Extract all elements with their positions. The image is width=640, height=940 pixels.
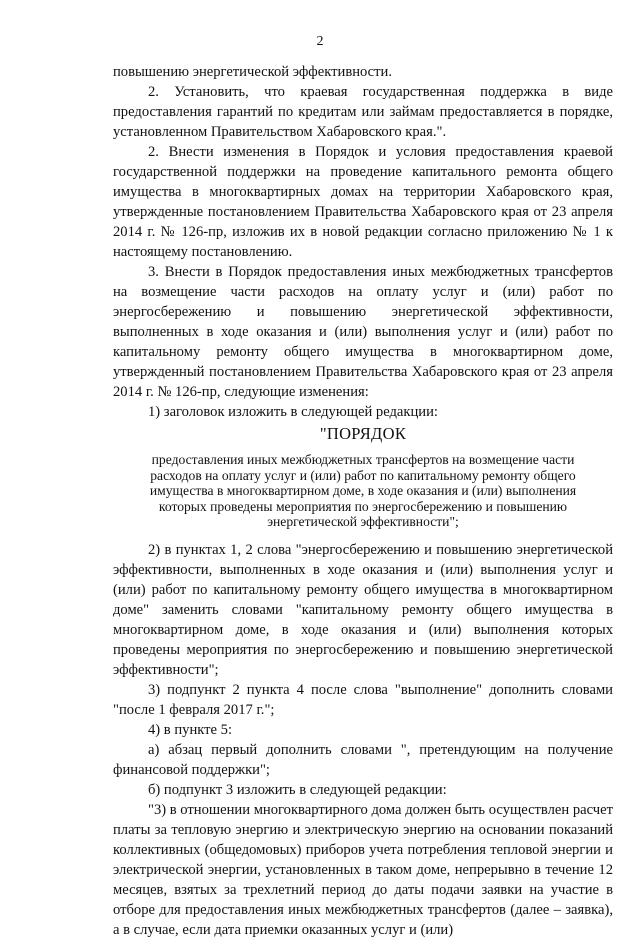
paragraph-continuation: повышению энергетической эффективности. — [113, 64, 392, 80]
page-number: 2 — [316, 34, 324, 49]
paragraph-new-subitem-3: "3) в отношении многоквартирного дома должен быть осуществлен расчет платы за тепловую энергию и электрическую энергию на основании показаний коллективных (общедомовых) приборов учета потребления тепловой энергии и электрической энергии, установленных в таком доме, непрерывно в течение 12 месяцев, взятых за трехлетний период до даты подачи заявки на участие в отборе для предоставления иных межбюджетных трансфертов (далее – заявка), а в случае, если дата приемки оказанных услуг и (или) — [113, 801, 613, 938]
paragraph-guarantees: 2. Установить, что краевая государственная поддержка в виде предоставления гарантий по кредитам или займам предоставляется в порядке, установленном Правительством Хабаровского края.". — [113, 84, 613, 140]
paragraph-subitem-4a: а) абзац первый дополнить словами ", претендующим на получение финансовой поддержки"; — [113, 741, 613, 778]
document-body — [113, 62, 613, 940]
quoted-heading-body: предоставления иных межбюджетных трансфертов на возмещение части расходов на оплату услуг и (или) работ по капитальному ремонту общего имущества в многоквартирном доме, в ходе оказания и (или) выполнения которых проведены мероприятия по энергосбережению и повышению энергетической эффективности"; — [149, 452, 577, 529]
paragraph-subitem-2: 2) в пунктах 1, 2 слова "энергосбережению и повышению энергетической эффективности, выполненных в ходе оказания и (или) выполнения услуг и (или) работ по капитальному ремонту общего имущества в многоквартирном доме" заменить словами "капитальному ремонту общего имущества в многоквартирном доме, в ходе оказания и (или) выполнения которых проведены мероприятия по энергосбережению и повышению энергетической эффективности"; — [113, 541, 613, 678]
paragraph-subitem-1: 1) заголовок изложить в следующей редакции: — [148, 404, 438, 420]
paragraph-item-2: 2. Внести изменения в Порядок и условия предоставления краевой государственной поддержки на проведение капитального ремонта общего имущества в многоквартирных домах на территории Хабаровского края, утвержденные постановлением Правительства Хабаровского края от 23 апреля 2014 г. № 126-пр, изложив их в новой редакции согласно приложению № 1 к настоящему постановлению. — [113, 144, 613, 260]
paragraph-subitem-3: 3) подпункт 2 пункта 4 после слова "выполнение" дополнить словами "после 1 февраля 2017 г."; — [113, 681, 613, 718]
paragraph-item-3: 3. Внести в Порядок предоставления иных межбюджетных трансфертов на возмещение части расходов на оплату услуг и (или) работ по энергосбережению и повышению энергетической эффективности, выполненных в ходе оказания и (или) выполнения услуг и (или) работ по капитальному ремонту общего имущества в многоквартирном доме, утвержденный постановлением Правительства Хабаровского края от 23 апреля 2014 г. № 126-пр, следующие изменения: — [113, 264, 613, 400]
paragraph-subitem-4b: б) подпункт 3 изложить в следующей редакции: — [148, 781, 447, 798]
paragraph-subitem-4: 4) в пункте 5: — [148, 721, 233, 738]
quoted-heading-title: "ПОРЯДОК — [319, 424, 407, 443]
